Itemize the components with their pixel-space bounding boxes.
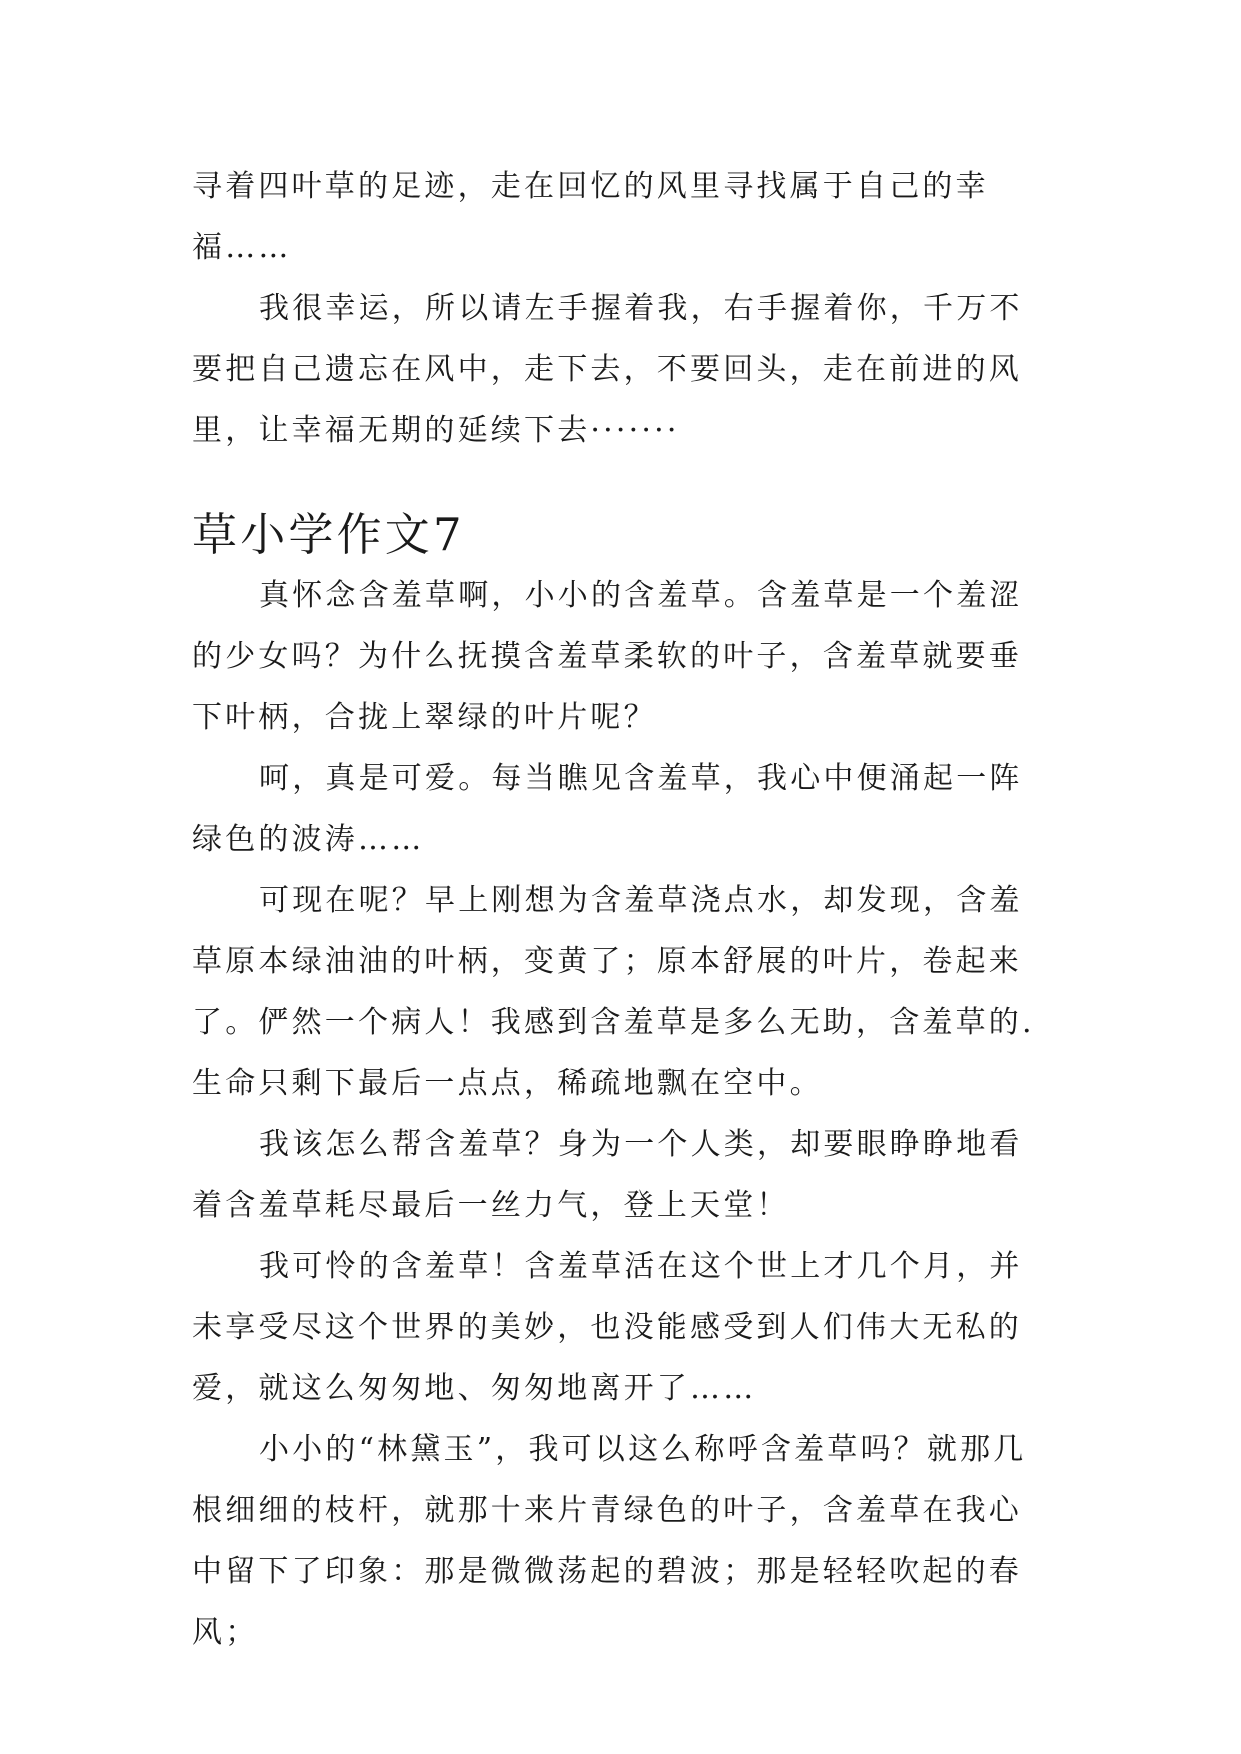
previous-essay-ending [192, 156, 1052, 461]
paragraph: 我该怎么帮含羞草？身为一个人类，却要眼睁睁地看着含羞草耗尽最后一丝力气，登上天堂！ [192, 1127, 1023, 1223]
paragraph: 寻着四叶草的足迹，走在回忆的风里寻找属于自己的幸福…… [192, 169, 989, 265]
paragraph: 呵，真是可爱。每当瞧见含羞草，我心中便涌起一阵绿色的波涛…… [192, 761, 1023, 857]
paragraph: 小小的“林黛玉”，我可以这么称呼含羞草吗？就那几根细细的枝杆，就那十来片青绿色的叶子，含羞草在我心中留下了印象：那是微微荡起的碧波；那是轻轻吹起的春风； [192, 1432, 1027, 1650]
essay-section [192, 504, 1052, 1663]
essay-heading: 草小学作文7 [192, 508, 465, 561]
paragraph: 我可怜的含羞草！含羞草活在这个世上才几个月，并未享受尽这个世界的美妙，也没能感受到人们伟大无私的爱，就这么匆匆地、匆匆地离开了…… [192, 1249, 1023, 1406]
paragraph: 可现在呢？早上刚想为含羞草浇点水，却发现，含羞草原本绿油油的叶柄，变黄了；原本舒展的叶片，卷起来了。俨然一个病人！我感到含羞草是多么无助，含羞草的.生命只剩下最后一点点，稀疏地飘在空中。 [192, 883, 1035, 1101]
paragraph: 真怀念含羞草啊，小小的含羞草。含羞草是一个羞涩的少女吗？为什么抚摸含羞草柔软的叶子，含羞草就要垂下叶柄，合拢上翠绿的叶片呢？ [192, 578, 1023, 735]
paragraph: 我很幸运，所以请左手握着我，右手握着你，千万不要把自己遗忘在风中，走下去，不要回头，走在前进的风里，让幸福无期的延续下去······· [192, 291, 1023, 448]
